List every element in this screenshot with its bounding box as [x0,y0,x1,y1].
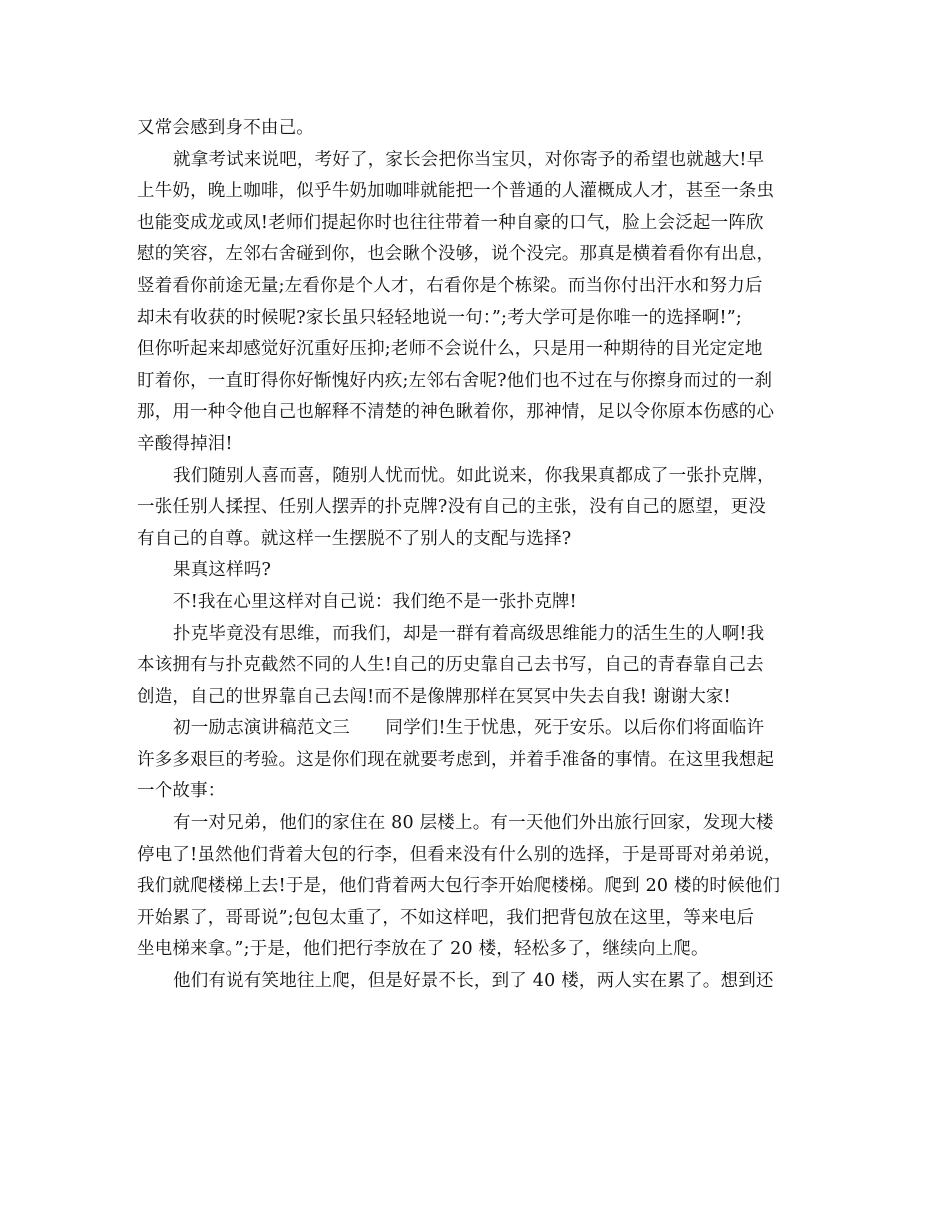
text-line: 许多多艰巨的考验。这是你们现在就要考虑到，并着手准备的事情。在这里我想起 [137,749,775,770]
text-line: 创造，自己的世界靠自己去闯!而不是像牌那样在冥冥中失去自我! 谢谢大家! [137,686,731,707]
text-line: 扑克毕竟没有思维，而我们，却是一群有着高级思维能力的活生生的人啊!我 [173,623,765,644]
text-line: 我们随别人喜而喜，随别人忧而忧。如此说来，你我果真都成了一张扑克牌， [173,465,775,486]
text-line: 我们就爬楼梯上去!于是，他们背着两大包行李开始爬楼梯。爬到 20 楼的时候他们 [137,876,781,897]
text-line: 一张任别人揉捏、任别人摆弄的扑克牌?没有自己的主张，没有自己的愿望，更没 [137,497,767,518]
text-line: 他们有说有笑地往上爬，但是好景不长，到了 40 楼，两人实在累了。想到还 [173,971,774,992]
text-line: 本该拥有与扑克截然不同的人生!自己的历史靠自己去书写，自己的青春靠自己去 [137,655,764,676]
text-line: 慰的笑容，左邻右舍碰到你，也会瞅个没够，说个没完。那真是横着看你有出息， [137,244,775,265]
text-line: 有自己的自尊。就这样一生摆脱不了别人的支配与选择? [137,528,572,549]
text-line: 坐电梯来拿。”;于是，他们把行李放在了 20 楼，轻松多了，继续向上爬。 [137,939,709,960]
text-line: 辛酸得掉泪! [137,433,233,454]
text-line: 但你听起来却感觉好沉重好压抑;老师不会说什么，只是用一种期待的目光定定地 [137,339,763,360]
text-line: 不!我在心里这样对自己说：我们绝不是一张扑克牌! [173,591,577,612]
text-line: 盯着你，一直盯得你好惭愧好内疚;左邻右舍呢?他们也不过在与你擦身而过的一刹 [137,370,773,391]
text-line: 就拿考试来说吧，考好了，家长会把你当宝贝，对你寄予的希望也就越大!早 [173,149,765,170]
text-line: 初一励志演讲稿范文三 同学们!生于忧患，死于安乐。以后你们将面临许 [173,718,765,739]
text-line: 又常会感到身不由己。 [137,118,314,138]
body-text [137,113,827,998]
text-line: 开始累了，哥哥说”;包包太重了，不如这样吧，我们把背包放在这里，等来电后 [137,907,755,928]
text-line: 有一对兄弟，他们的家住在 80 层楼上。有一天他们外出旅行回家，发现大楼 [173,813,774,834]
text-line: 停电了!虽然他们背着大包的行李，但看来没有什么别的选择，于是哥哥对弟弟说， [137,844,782,865]
text-line: 果真这样吗? [173,560,272,581]
text-line: 那，用一种令他自己也解释不清楚的神色瞅着你，那神情，足以令你原本伤感的心 [137,402,775,423]
text-line: 却未有收获的时候呢?家长虽只轻轻地说一句：”;考大学可是你唯一的选择啊!”; [137,307,742,328]
text-line: 上牛奶，晚上咖啡，似乎牛奶加咖啡就能把一个普通的人灌概成人才，甚至一条虫 [137,181,775,202]
text-line: 也能变成龙或凤!老师们提起你时也往往带着一种自豪的口气，脸上会泛起一阵欣 [137,212,764,233]
text-line: 一个故事： [137,781,226,802]
text-line: 竖着看你前途无量;左看你是个人才，右看你是个栋梁。而当你付出汗水和努力后 [137,275,763,296]
